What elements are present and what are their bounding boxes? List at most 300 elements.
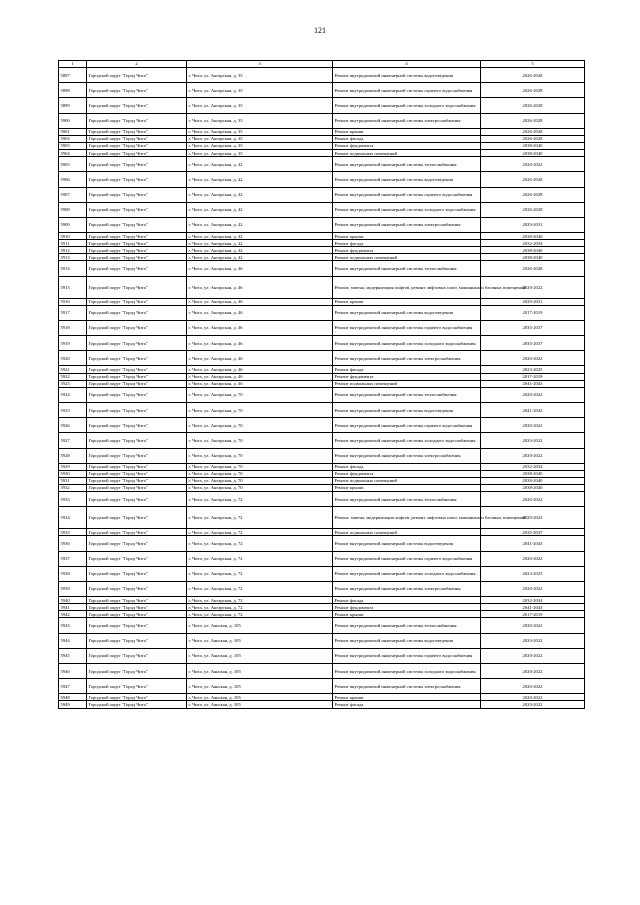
table-row: [59, 507, 585, 529]
row-number-cell: 5913: [59, 254, 87, 261]
table-row: [59, 98, 585, 113]
municipality-cell: Городской округ "Город Чита": [87, 648, 187, 663]
table-row: [59, 492, 585, 507]
period-cell: 2038-2040: [481, 484, 585, 491]
address-cell: г. Чита, ул. Ангарская, д. 46: [187, 320, 333, 335]
period-cell: 2032-2034: [481, 463, 585, 470]
address-cell: г. Чита, ул. Ангарская, д. 42: [187, 187, 333, 202]
period-cell: 2023-2025: [481, 366, 585, 373]
work-type-cell: Ремонт внутридомовой инженерной системы электроснабжения: [333, 217, 481, 232]
address-cell: г. Чита, ул. Ангарская, д. 35: [187, 113, 333, 128]
address-cell: г. Чита, ул. Ангарская, д. 72: [187, 611, 333, 618]
work-type-cell: Ремонт внутридомовой инженерной системы теплоснабжения: [333, 387, 481, 402]
period-cell: 2020-2022: [481, 492, 585, 507]
work-type-cell: Ремонт фундамента: [333, 247, 481, 254]
address-cell: г. Чита, ул. Ангарская, д. 72: [187, 536, 333, 551]
table-row: [59, 298, 585, 305]
municipality-cell: Городской округ "Город Чита": [87, 135, 187, 142]
table-row: [59, 157, 585, 172]
table-row: [59, 366, 585, 373]
row-number-cell: 5908: [59, 202, 87, 217]
row-number-cell: 5932: [59, 484, 87, 491]
municipality-cell: Городской округ "Город Чита": [87, 477, 187, 484]
work-type-cell: Ремонт внутридомовой инженерной системы горячего водоснабжения: [333, 648, 481, 663]
municipality-cell: Городской округ "Город Чита": [87, 254, 187, 261]
table-row: [59, 581, 585, 596]
municipality-cell: Городской округ "Город Чита": [87, 276, 187, 298]
period-cell: 2020-2022: [481, 387, 585, 402]
work-type-cell: Ремонт внутридомовой инженерной системы электроснабжения: [333, 351, 481, 366]
table-row: [59, 276, 585, 298]
table-row: [59, 551, 585, 566]
municipality-cell: Городской округ "Город Чита": [87, 470, 187, 477]
period-cell: 2020-2022: [481, 157, 585, 172]
work-type-cell: Ремонт фасада: [333, 701, 481, 708]
municipality-cell: Городской округ "Город Чита": [87, 566, 187, 581]
table-row: [59, 402, 585, 417]
period-cell: 2029-2031: [481, 217, 585, 232]
period-cell: 2020-2022: [481, 701, 585, 708]
work-type-cell: Ремонт фасада: [333, 463, 481, 470]
table-row: [59, 247, 585, 254]
table-row: [59, 217, 585, 232]
period-cell: 2035-2037: [481, 320, 585, 335]
work-type-cell: Ремонт внутридомовой инженерной системы горячего водоснабжения: [333, 551, 481, 566]
column-header: 3: [187, 61, 333, 68]
work-type-cell: Ремонт подвальных помещений: [333, 529, 481, 536]
period-cell: 2032-2034: [481, 240, 585, 247]
row-number-cell: 5919: [59, 336, 87, 351]
row-number-cell: 5949: [59, 701, 87, 708]
table-row: [59, 320, 585, 335]
address-cell: г. Чита, ул. Ангарская, д. 46: [187, 336, 333, 351]
period-cell: 2035-2037: [481, 529, 585, 536]
work-type-cell: Ремонт фундамента: [333, 142, 481, 149]
municipality-cell: Городской округ "Город Чита": [87, 187, 187, 202]
table-row: [59, 305, 585, 320]
table-body: [59, 68, 585, 709]
municipality-cell: Городской округ "Город Чита": [87, 484, 187, 491]
address-cell: г. Чита, ул. Ангарская, д. 70: [187, 387, 333, 402]
row-number-cell: 5918: [59, 320, 87, 335]
work-type-cell: Ремонт внутридомовой инженерной системы холодного водоснабжения: [333, 98, 481, 113]
address-cell: г. Чита, ул. Ангарская, д. 46: [187, 351, 333, 366]
work-type-cell: Ремонт фасада: [333, 135, 481, 142]
municipality-cell: Городской округ "Город Чита": [87, 448, 187, 463]
table-row: [59, 261, 585, 276]
municipality-cell: Городской округ "Город Чита": [87, 240, 187, 247]
row-number-cell: 5945: [59, 648, 87, 663]
row-number-cell: 5903: [59, 142, 87, 149]
work-type-cell: Ремонт фасада: [333, 366, 481, 373]
address-cell: г. Чита, ул. Ангарская, д. 46: [187, 276, 333, 298]
table-row: [59, 663, 585, 678]
table-row: [59, 679, 585, 694]
period-cell: 2035-2037: [481, 336, 585, 351]
table-row: [59, 128, 585, 135]
row-number-cell: 5929: [59, 463, 87, 470]
column-header: 4: [333, 61, 481, 68]
work-type-cell: Ремонт крыши: [333, 233, 481, 240]
work-type-cell: Ремонт фасада: [333, 597, 481, 604]
address-cell: г. Чита, ул. Ангарская, д. 42: [187, 233, 333, 240]
period-cell: 2020-2022: [481, 551, 585, 566]
row-number-cell: 5948: [59, 694, 87, 701]
municipality-cell: Городской округ "Город Чита": [87, 611, 187, 618]
period-cell: 2026-2028: [481, 113, 585, 128]
row-number-cell: 5901: [59, 128, 87, 135]
municipality-cell: Городской округ "Город Чита": [87, 633, 187, 648]
period-cell: 2017-2019: [481, 611, 585, 618]
period-cell: 2038-2040: [481, 477, 585, 484]
row-number-cell: 5937: [59, 551, 87, 566]
table-row: [59, 150, 585, 157]
work-type-cell: Ремонт, замена, модернизация лифтов, ремонт лифтовых шахт, машинных и блочных помещений: [333, 507, 481, 529]
municipality-cell: Городской округ "Город Чита": [87, 551, 187, 566]
row-number-cell: 5909: [59, 217, 87, 232]
row-number-cell: 5939: [59, 581, 87, 596]
table-row: [59, 187, 585, 202]
municipality-cell: Городской округ "Город Чита": [87, 694, 187, 701]
table-row: [59, 463, 585, 470]
row-number-cell: 5927: [59, 433, 87, 448]
address-cell: г. Чита, ул. Ангарская, д. 42: [187, 217, 333, 232]
municipality-cell: Городской округ "Город Чита": [87, 366, 187, 373]
row-number-cell: 5917: [59, 305, 87, 320]
work-type-cell: Ремонт внутридомовой инженерной системы горячего водоснабжения: [333, 83, 481, 98]
table-row: [59, 633, 585, 648]
table-row: [59, 387, 585, 402]
period-cell: 2026-2028: [481, 172, 585, 187]
municipality-cell: Городской округ "Город Чита": [87, 387, 187, 402]
row-number-cell: 5942: [59, 611, 87, 618]
address-cell: г. Чита, ул. Ангарская, д. 46: [187, 373, 333, 380]
address-cell: г. Чита, ул. Аянская, д. 105: [187, 663, 333, 678]
row-number-cell: 5898: [59, 83, 87, 98]
period-cell: 2038-2040: [481, 470, 585, 477]
work-type-cell: Ремонт внутридомовой инженерной системы теплоснабжения: [333, 618, 481, 633]
row-number-cell: 5935: [59, 529, 87, 536]
work-type-cell: Ремонт подвальных помещений: [333, 477, 481, 484]
repair-schedule-table: [58, 60, 585, 709]
address-cell: г. Чита, ул. Ангарская, д. 35: [187, 68, 333, 83]
row-number-cell: 5934: [59, 507, 87, 529]
work-type-cell: Ремонт внутридомовой инженерной системы горячего водоснабжения: [333, 187, 481, 202]
table-row: [59, 336, 585, 351]
municipality-cell: Городской округ "Город Чита": [87, 298, 187, 305]
municipality-cell: Городской округ "Город Чита": [87, 336, 187, 351]
period-cell: 2017-2019: [481, 305, 585, 320]
row-number-cell: 5933: [59, 492, 87, 507]
row-number-cell: 5906: [59, 172, 87, 187]
row-number-cell: 5897: [59, 68, 87, 83]
row-number-cell: 5925: [59, 402, 87, 417]
table-row: [59, 648, 585, 663]
row-number-cell: 5941: [59, 604, 87, 611]
address-cell: г. Чита, ул. Ангарская, д. 70: [187, 418, 333, 433]
municipality-cell: Городской округ "Город Чита": [87, 663, 187, 678]
work-type-cell: Ремонт подвальных помещений: [333, 150, 481, 157]
municipality-cell: Городской округ "Город Чита": [87, 492, 187, 507]
row-number-cell: 5936: [59, 536, 87, 551]
address-cell: г. Чита, ул. Аянская, д. 105: [187, 701, 333, 708]
address-cell: г. Чита, ул. Ангарская, д. 46: [187, 298, 333, 305]
municipality-cell: Городской округ "Город Чита": [87, 402, 187, 417]
column-header: 5: [481, 61, 585, 68]
work-type-cell: Ремонт внутридомовой инженерной системы водоотведения: [333, 536, 481, 551]
address-cell: г. Чита, ул. Ангарская, д. 70: [187, 484, 333, 491]
period-cell: 2041-2043: [481, 380, 585, 387]
work-type-cell: Ремонт внутридомовой инженерной системы холодного водоснабжения: [333, 202, 481, 217]
work-type-cell: Ремонт внутридомовой инженерной системы электроснабжения: [333, 448, 481, 463]
address-cell: г. Чита, ул. Ангарская, д. 72: [187, 551, 333, 566]
period-cell: 2026-2028: [481, 98, 585, 113]
table-row: [59, 529, 585, 536]
table-row: [59, 597, 585, 604]
municipality-cell: Городской округ "Город Чита": [87, 581, 187, 596]
row-number-cell: 5947: [59, 679, 87, 694]
municipality-cell: Городской округ "Город Чита": [87, 83, 187, 98]
row-number-cell: 5910: [59, 233, 87, 240]
period-cell: 2026-2028: [481, 83, 585, 98]
period-cell: 2038-2040: [481, 142, 585, 149]
work-type-cell: Ремонт крыши: [333, 611, 481, 618]
municipality-cell: Городской округ "Город Чита": [87, 463, 187, 470]
address-cell: г. Чита, ул. Ангарская, д. 70: [187, 402, 333, 417]
address-cell: г. Чита, ул. Аянская, д. 105: [187, 679, 333, 694]
address-cell: г. Чита, ул. Ангарская, д. 35: [187, 150, 333, 157]
address-cell: г. Чита, ул. Ангарская, д. 42: [187, 172, 333, 187]
work-type-cell: Ремонт подвальных помещений: [333, 380, 481, 387]
address-cell: г. Чита, ул. Аянская, д. 105: [187, 618, 333, 633]
municipality-cell: Городской округ "Город Чита": [87, 618, 187, 633]
address-cell: г. Чита, ул. Ангарская, д. 42: [187, 202, 333, 217]
municipality-cell: Городской округ "Город Чита": [87, 597, 187, 604]
address-cell: г. Чита, ул. Аянская, д. 105: [187, 633, 333, 648]
row-number-cell: 5907: [59, 187, 87, 202]
period-cell: 2038-2040: [481, 233, 585, 240]
address-cell: г. Чита, ул. Ангарская, д. 35: [187, 83, 333, 98]
table-row: [59, 240, 585, 247]
table-row: [59, 113, 585, 128]
work-type-cell: Ремонт внутридомовой инженерной системы теплоснабжения: [333, 261, 481, 276]
table-header-row: [59, 61, 585, 68]
municipality-cell: Городской округ "Город Чита": [87, 150, 187, 157]
address-cell: г. Чита, ул. Ангарская, д. 46: [187, 305, 333, 320]
row-number-cell: 5940: [59, 597, 87, 604]
work-type-cell: Ремонт внутридомовой инженерной системы холодного водоснабжения: [333, 663, 481, 678]
row-number-cell: 5944: [59, 633, 87, 648]
work-type-cell: Ремонт внутридомовой инженерной системы водоотведения: [333, 68, 481, 83]
work-type-cell: Ремонт, замена, модернизация лифтов, ремонт лифтовых шахт, машинных и блочных помещений: [333, 276, 481, 298]
period-cell: 2020-2022: [481, 679, 585, 694]
row-number-cell: 5912: [59, 247, 87, 254]
work-type-cell: Ремонт крыши: [333, 128, 481, 135]
period-cell: 2032-2034: [481, 597, 585, 604]
period-cell: 2041-2043: [481, 604, 585, 611]
work-type-cell: Ремонт внутридомовой инженерной системы холодного водоснабжения: [333, 566, 481, 581]
period-cell: 2026-2028: [481, 187, 585, 202]
address-cell: г. Чита, ул. Ангарская, д. 46: [187, 261, 333, 276]
period-cell: 2026-2028: [481, 135, 585, 142]
column-header: 2: [87, 61, 187, 68]
work-type-cell: Ремонт фундамента: [333, 604, 481, 611]
table-row: [59, 233, 585, 240]
municipality-cell: Городской округ "Город Чита": [87, 142, 187, 149]
work-type-cell: Ремонт крыши: [333, 484, 481, 491]
address-cell: г. Чита, ул. Ангарская, д. 42: [187, 247, 333, 254]
table-row: [59, 135, 585, 142]
period-cell: 2020-2022: [481, 663, 585, 678]
work-type-cell: Ремонт фасада: [333, 240, 481, 247]
work-type-cell: Ремонт внутридомовой инженерной системы электроснабжения: [333, 679, 481, 694]
address-cell: г. Чита, ул. Ангарская, д. 46: [187, 380, 333, 387]
work-type-cell: Ремонт внутридомовой инженерной системы горячего водоснабжения: [333, 418, 481, 433]
address-cell: г. Чита, ул. Аянская, д. 105: [187, 648, 333, 663]
address-cell: г. Чита, ул. Аянская, д. 105: [187, 694, 333, 701]
municipality-cell: Городской округ "Город Чита": [87, 202, 187, 217]
address-cell: г. Чита, ул. Ангарская, д. 42: [187, 254, 333, 261]
table-row: [59, 172, 585, 187]
work-type-cell: Ремонт внутридомовой инженерной системы электроснабжения: [333, 581, 481, 596]
period-cell: 2026-2028: [481, 202, 585, 217]
address-cell: г. Чита, ул. Ангарская, д. 70: [187, 470, 333, 477]
address-cell: г. Чита, ул. Ангарская, д. 70: [187, 463, 333, 470]
municipality-cell: Городской округ "Город Чита": [87, 261, 187, 276]
period-cell: 2020-2022: [481, 448, 585, 463]
table-row: [59, 694, 585, 701]
table-row: [59, 68, 585, 83]
work-type-cell: Ремонт фундамента: [333, 470, 481, 477]
municipality-cell: Городской округ "Город Чита": [87, 247, 187, 254]
table-row: [59, 611, 585, 618]
row-number-cell: 5915: [59, 276, 87, 298]
row-number-cell: 5943: [59, 618, 87, 633]
table-row: [59, 566, 585, 581]
work-type-cell: Ремонт внутридомовой инженерной системы холодного водоснабжения: [333, 336, 481, 351]
work-type-cell: Ремонт фундамента: [333, 373, 481, 380]
table-row: [59, 536, 585, 551]
period-cell: 2020-2022: [481, 418, 585, 433]
municipality-cell: Городской округ "Город Чита": [87, 380, 187, 387]
row-number-cell: 5902: [59, 135, 87, 142]
row-number-cell: 5914: [59, 261, 87, 276]
municipality-cell: Городской округ "Город Чита": [87, 604, 187, 611]
period-cell: 2041-2043: [481, 402, 585, 417]
period-cell: 2026-2028: [481, 128, 585, 135]
address-cell: г. Чита, ул. Ангарская, д. 42: [187, 157, 333, 172]
work-type-cell: Ремонт внутридомовой инженерной системы водоотведения: [333, 402, 481, 417]
work-type-cell: Ремонт внутридомовой инженерной системы теплоснабжения: [333, 157, 481, 172]
row-number-cell: 5899: [59, 98, 87, 113]
row-number-cell: 5905: [59, 157, 87, 172]
address-cell: г. Чита, ул. Ангарская, д. 72: [187, 492, 333, 507]
address-cell: г. Чита, ул. Ангарская, д. 42: [187, 240, 333, 247]
work-type-cell: Ремонт крыши: [333, 298, 481, 305]
period-cell: 2038-2040: [481, 247, 585, 254]
period-cell: 2026-2028: [481, 261, 585, 276]
row-number-cell: 5921: [59, 366, 87, 373]
work-type-cell: Ремонт внутридомовой инженерной системы водоотведения: [333, 172, 481, 187]
municipality-cell: Городской округ "Город Чита": [87, 433, 187, 448]
table-row: [59, 202, 585, 217]
period-cell: 2020-2022: [481, 433, 585, 448]
table-row: [59, 351, 585, 366]
address-cell: г. Чита, ул. Ангарская, д. 35: [187, 135, 333, 142]
period-cell: 2023-2025: [481, 566, 585, 581]
municipality-cell: Городской округ "Город Чита": [87, 305, 187, 320]
address-cell: г. Чита, ул. Ангарская, д. 72: [187, 604, 333, 611]
municipality-cell: Городской округ "Город Чита": [87, 351, 187, 366]
period-cell: 2038-2040: [481, 254, 585, 261]
municipality-cell: Городской округ "Город Чита": [87, 128, 187, 135]
period-cell: 2020-2022: [481, 581, 585, 596]
address-cell: г. Чита, ул. Ангарская, д. 35: [187, 98, 333, 113]
municipality-cell: Городской округ "Город Чита": [87, 701, 187, 708]
table-row: [59, 484, 585, 491]
table-row: [59, 477, 585, 484]
period-cell: 2017-2019: [481, 373, 585, 380]
row-number-cell: 5923: [59, 380, 87, 387]
municipality-cell: Городской округ "Город Чита": [87, 157, 187, 172]
table-row: [59, 380, 585, 387]
municipality-cell: Городской округ "Город Чита": [87, 679, 187, 694]
row-number-cell: 5922: [59, 373, 87, 380]
table-row: [59, 470, 585, 477]
address-cell: г. Чита, ул. Ангарская, д. 70: [187, 448, 333, 463]
period-cell: 2020-2022: [481, 633, 585, 648]
work-type-cell: Ремонт внутридомовой инженерной системы водоотведения: [333, 305, 481, 320]
column-header: 1: [59, 61, 87, 68]
municipality-cell: Городской округ "Город Чита": [87, 418, 187, 433]
table-row: [59, 448, 585, 463]
period-cell: 2029-2031: [481, 298, 585, 305]
row-number-cell: 5920: [59, 351, 87, 366]
work-type-cell: Ремонт подвальных помещений: [333, 254, 481, 261]
address-cell: г. Чита, ул. Ангарская, д. 72: [187, 529, 333, 536]
municipality-cell: Городской округ "Город Чита": [87, 98, 187, 113]
work-type-cell: Ремонт внутридомовой инженерной системы электроснабжения: [333, 113, 481, 128]
period-cell: 2020-2022: [481, 618, 585, 633]
row-number-cell: 5931: [59, 477, 87, 484]
address-cell: г. Чита, ул. Ангарская, д. 72: [187, 597, 333, 604]
municipality-cell: Городской округ "Город Чита": [87, 68, 187, 83]
municipality-cell: Городской округ "Город Чита": [87, 373, 187, 380]
address-cell: г. Чита, ул. Ангарская, д. 72: [187, 507, 333, 529]
work-type-cell: Ремонт крыши: [333, 694, 481, 701]
period-cell: 2020-2022: [481, 276, 585, 298]
municipality-cell: Городской округ "Город Чита": [87, 529, 187, 536]
period-cell: 2020-2022: [481, 648, 585, 663]
row-number-cell: 5930: [59, 470, 87, 477]
row-number-cell: 5900: [59, 113, 87, 128]
table-row: [59, 418, 585, 433]
page-number: 121: [314, 26, 326, 35]
row-number-cell: 5946: [59, 663, 87, 678]
table-row: [59, 83, 585, 98]
work-type-cell: Ремонт внутридомовой инженерной системы горячего водоснабжения: [333, 320, 481, 335]
address-cell: г. Чита, ул. Ангарская, д. 70: [187, 477, 333, 484]
period-cell: 2041-2043: [481, 536, 585, 551]
address-cell: г. Чита, ул. Ангарская, д. 35: [187, 128, 333, 135]
period-cell: 2020-2022: [481, 694, 585, 701]
period-cell: 2038-2040: [481, 150, 585, 157]
municipality-cell: Городской округ "Город Чита": [87, 320, 187, 335]
table-row: [59, 433, 585, 448]
table-row: [59, 618, 585, 633]
municipality-cell: Городской округ "Город Чита": [87, 113, 187, 128]
municipality-cell: Городской округ "Город Чита": [87, 233, 187, 240]
